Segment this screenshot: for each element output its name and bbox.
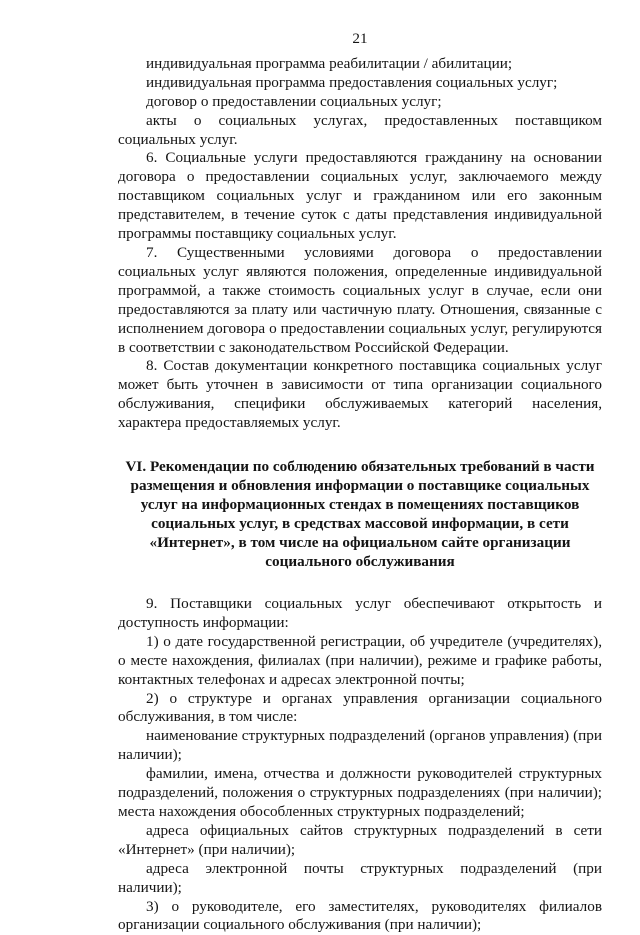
paragraph: наименование структурных подразделений (органов управления) (при наличии);: [118, 727, 602, 764]
paragraph: 2) о структуре и органах управления организации социального обслуживания, в том числе:: [118, 689, 602, 726]
section-heading-line: размещения и обновления информации о поставщике социальных: [130, 477, 590, 495]
section-heading-line: услуг на информационных стендах в помещениях поставщиков: [140, 496, 580, 514]
paragraph: 9. Поставщики социальных услуг обеспечивают открытость и доступность информации:: [118, 595, 602, 631]
page-number: 21: [352, 30, 368, 47]
body-block-2: [118, 595, 602, 935]
section-heading-line: социальных услуг, в средствах массовой информации, в сети: [151, 515, 569, 533]
paragraph: 3) о руководителе, его заместителях, руководителях филиалов организации социального обслуживания (при наличии);: [118, 897, 602, 934]
section-heading: [118, 457, 602, 571]
paragraph: индивидуальная программа реабилитации / абилитации;: [146, 54, 513, 72]
paragraph: фамилии, имена, отчества и должности руководителей структурных подразделений, положения о структурных подразделениях (при наличии); места нахождения обособленных структурных подразделений;: [118, 765, 602, 820]
body-block-1: [118, 55, 602, 433]
section-heading-line: социального обслуживания: [265, 553, 455, 571]
paragraph: адреса электронной почты структурных подразделений (при наличии);: [118, 859, 602, 896]
paragraph: договор о предоставлении социальных услуг;: [146, 92, 442, 110]
paragraph: 1) о дате государственной регистрации, об учредителе (учредителях), о месте нахождения, филиалах (при наличии), режиме и графике работы, контактных телефонах и адресах электронной почты;: [118, 632, 602, 688]
paragraph: акты о социальных услугах, предоставленных поставщиком социальных услуг.: [118, 111, 602, 148]
paragraph: 6. Социальные услуги предоставляются гражданину на основании договора о предоставлении социальных услуг, заключаемого между поставщиком социальных услуг и гражданином или его законным представителем, в течение суток с даты представления индивидуальной программы поставщику социальных услуг.: [118, 149, 602, 243]
paragraph: 7. Существенными условиями договора о предоставлении социальных услуг являются положения, определенные индивидуальной программой, а также стоимость социальных услуг в случае, если они предоставляются за плату или частичную плату. Отношения, связанные с исполнением договора о предоставлении социальных услуг, регулируются в соответствии с законодательством Российской Федерации.: [118, 243, 602, 356]
section-heading-line: «Интернет», в том числе на официальном сайте организации: [149, 534, 571, 552]
paragraph: 8. Состав документации конкретного поставщика социальных услуг может быть уточнен в зависимости от типа организации социального обслуживания, специфики обслуживаемых категорий населения, характера предоставляемых услуг.: [118, 357, 602, 432]
section-heading-line: VI. Рекомендации по соблюдению обязательных требований в части: [125, 458, 595, 476]
paragraph: индивидуальная программа предоставления социальных услуг;: [146, 73, 558, 91]
paragraph: адреса официальных сайтов структурных подразделений в сети «Интернет» (при наличии);: [118, 821, 602, 858]
